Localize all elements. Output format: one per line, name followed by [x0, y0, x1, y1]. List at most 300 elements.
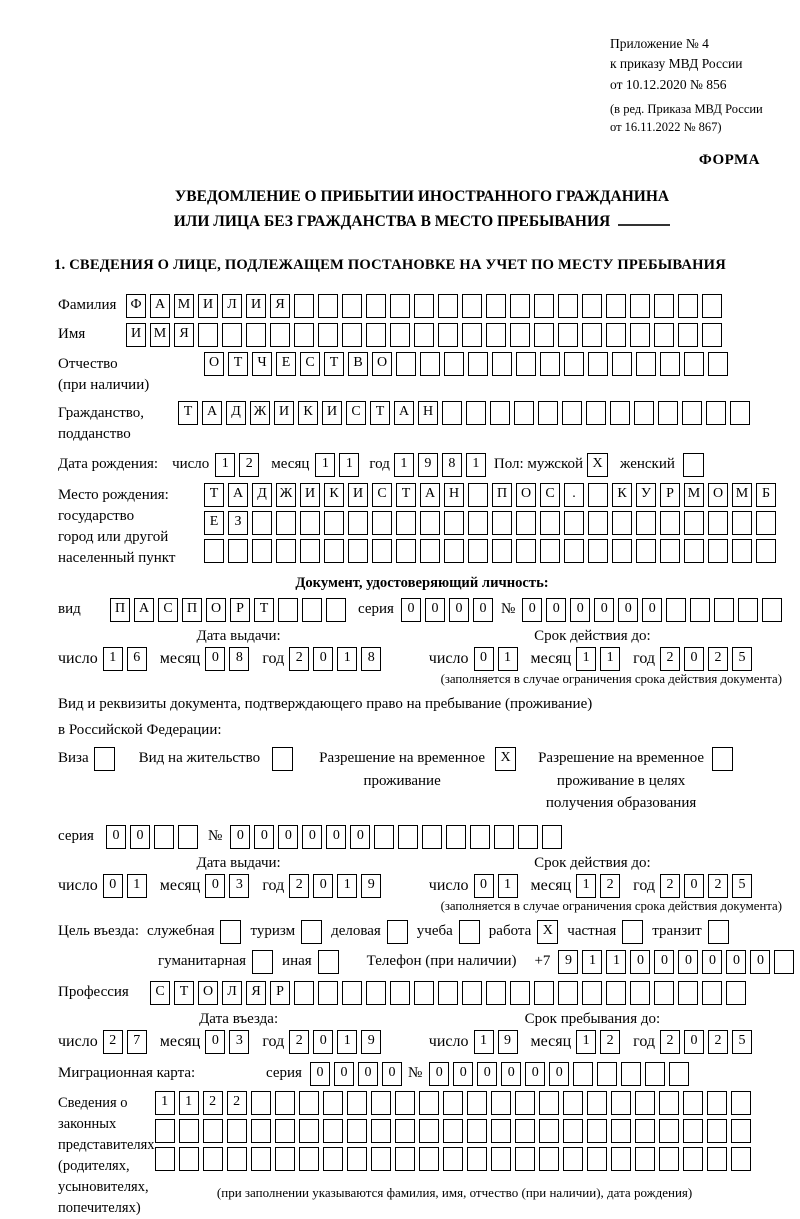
form-cell[interactable]: [395, 1119, 415, 1143]
form-cell[interactable]: [366, 323, 386, 347]
form-cell[interactable]: [462, 323, 482, 347]
form-cell[interactable]: [300, 539, 320, 563]
form-cell[interactable]: И: [126, 323, 146, 347]
form-cell[interactable]: М: [684, 483, 704, 507]
form-cell[interactable]: Е: [276, 352, 296, 376]
form-cell[interactable]: [756, 539, 776, 563]
form-cell[interactable]: 2: [660, 1030, 680, 1054]
form-cell[interactable]: 0: [474, 874, 494, 898]
form-cell[interactable]: [597, 1062, 617, 1086]
form-cell[interactable]: [348, 539, 368, 563]
form-cell[interactable]: [510, 981, 530, 1005]
form-cell[interactable]: [372, 539, 392, 563]
form-cell[interactable]: [227, 1147, 247, 1171]
form-cell[interactable]: 0: [594, 598, 614, 622]
form-cell[interactable]: О: [372, 352, 392, 376]
form-cell[interactable]: М: [150, 323, 170, 347]
form-cell[interactable]: [444, 352, 464, 376]
form-cell[interactable]: 1: [498, 647, 518, 671]
humanitarian-checkbox[interactable]: [252, 950, 273, 974]
form-cell[interactable]: [726, 981, 746, 1005]
form-cell[interactable]: [228, 539, 248, 563]
form-cell[interactable]: 0: [230, 825, 250, 849]
form-cell[interactable]: 2: [708, 647, 728, 671]
form-cell[interactable]: [438, 981, 458, 1005]
form-cell[interactable]: [669, 1062, 689, 1086]
form-cell[interactable]: [540, 352, 560, 376]
form-cell[interactable]: [178, 825, 198, 849]
form-cell[interactable]: [438, 294, 458, 318]
form-cell[interactable]: А: [134, 598, 154, 622]
form-cell[interactable]: А: [420, 483, 440, 507]
study-checkbox[interactable]: [459, 920, 480, 944]
visa-checkbox[interactable]: [94, 747, 115, 771]
form-cell[interactable]: П: [492, 483, 512, 507]
form-cell[interactable]: О: [708, 483, 728, 507]
form-cell[interactable]: П: [110, 598, 130, 622]
form-cell[interactable]: [347, 1091, 367, 1115]
form-cell[interactable]: Т: [204, 483, 224, 507]
form-cell[interactable]: С: [150, 981, 170, 1005]
form-cell[interactable]: 1: [179, 1091, 199, 1115]
form-cell[interactable]: [702, 981, 722, 1005]
form-cell[interactable]: [582, 294, 602, 318]
form-cell[interactable]: 5: [732, 647, 752, 671]
form-cell[interactable]: 0: [453, 1062, 473, 1086]
form-cell[interactable]: [299, 1147, 319, 1171]
form-cell[interactable]: [491, 1147, 511, 1171]
form-cell[interactable]: 1: [155, 1091, 175, 1115]
form-cell[interactable]: Т: [254, 598, 274, 622]
form-cell[interactable]: [516, 511, 536, 535]
form-cell[interactable]: [323, 1091, 343, 1115]
work-checkbox[interactable]: X: [537, 920, 558, 944]
form-cell[interactable]: [660, 352, 680, 376]
form-cell[interactable]: [486, 294, 506, 318]
form-cell[interactable]: [762, 598, 782, 622]
form-cell[interactable]: [251, 1091, 271, 1115]
form-cell[interactable]: [611, 1119, 631, 1143]
form-cell[interactable]: [708, 539, 728, 563]
form-cell[interactable]: 0: [278, 825, 298, 849]
form-cell[interactable]: Л: [222, 294, 242, 318]
form-cell[interactable]: 0: [630, 950, 650, 974]
form-cell[interactable]: [324, 511, 344, 535]
form-cell[interactable]: В: [348, 352, 368, 376]
form-cell[interactable]: Ж: [250, 401, 270, 425]
form-cell[interactable]: 1: [215, 453, 235, 477]
form-cell[interactable]: [563, 1091, 583, 1115]
form-cell[interactable]: [374, 825, 394, 849]
form-cell[interactable]: 0: [302, 825, 322, 849]
form-cell[interactable]: У: [636, 483, 656, 507]
form-cell[interactable]: Р: [270, 981, 290, 1005]
form-cell[interactable]: 0: [425, 598, 445, 622]
form-cell[interactable]: [444, 511, 464, 535]
form-cell[interactable]: И: [274, 401, 294, 425]
form-cell[interactable]: [390, 323, 410, 347]
form-cell[interactable]: Т: [178, 401, 198, 425]
form-cell[interactable]: 8: [229, 647, 249, 671]
form-cell[interactable]: [635, 1147, 655, 1171]
form-cell[interactable]: [467, 1091, 487, 1115]
form-cell[interactable]: [414, 294, 434, 318]
form-cell[interactable]: [443, 1147, 463, 1171]
form-cell[interactable]: [342, 981, 362, 1005]
private-checkbox[interactable]: [622, 920, 643, 944]
form-cell[interactable]: [347, 1119, 367, 1143]
form-cell[interactable]: [630, 294, 650, 318]
form-cell[interactable]: [251, 1119, 271, 1143]
form-cell[interactable]: [371, 1119, 391, 1143]
form-cell[interactable]: 9: [361, 1030, 381, 1054]
form-cell[interactable]: Я: [270, 294, 290, 318]
form-cell[interactable]: [630, 981, 650, 1005]
form-cell[interactable]: [420, 352, 440, 376]
form-cell[interactable]: [558, 294, 578, 318]
form-cell[interactable]: С: [158, 598, 178, 622]
form-cell[interactable]: [707, 1119, 727, 1143]
form-cell[interactable]: [154, 825, 174, 849]
form-cell[interactable]: [516, 352, 536, 376]
form-cell[interactable]: [606, 294, 626, 318]
form-cell[interactable]: [610, 401, 630, 425]
form-cell[interactable]: Т: [324, 352, 344, 376]
form-cell[interactable]: К: [298, 401, 318, 425]
form-cell[interactable]: [252, 511, 272, 535]
form-cell[interactable]: [606, 323, 626, 347]
form-cell[interactable]: 1: [582, 950, 602, 974]
form-cell[interactable]: [396, 539, 416, 563]
form-cell[interactable]: 1: [576, 647, 596, 671]
form-cell[interactable]: [494, 825, 514, 849]
form-cell[interactable]: [683, 1147, 703, 1171]
form-cell[interactable]: [645, 1062, 665, 1086]
form-cell[interactable]: Я: [246, 981, 266, 1005]
form-cell[interactable]: [690, 598, 710, 622]
form-cell[interactable]: [491, 1091, 511, 1115]
form-cell[interactable]: 0: [313, 647, 333, 671]
form-cell[interactable]: [515, 1147, 535, 1171]
form-cell[interactable]: [419, 1147, 439, 1171]
form-cell[interactable]: [299, 1091, 319, 1115]
form-cell[interactable]: [706, 401, 726, 425]
form-cell[interactable]: [390, 294, 410, 318]
form-cell[interactable]: [468, 483, 488, 507]
form-cell[interactable]: [612, 352, 632, 376]
form-cell[interactable]: 2: [289, 1030, 309, 1054]
form-cell[interactable]: [422, 825, 442, 849]
form-cell[interactable]: 0: [429, 1062, 449, 1086]
form-cell[interactable]: О: [516, 483, 536, 507]
form-cell[interactable]: [658, 401, 678, 425]
form-cell[interactable]: 9: [361, 874, 381, 898]
form-cell[interactable]: [563, 1119, 583, 1143]
form-cell[interactable]: 0: [477, 1062, 497, 1086]
form-cell[interactable]: [732, 539, 752, 563]
form-cell[interactable]: 6: [127, 647, 147, 671]
form-cell[interactable]: [348, 511, 368, 535]
form-cell[interactable]: [442, 401, 462, 425]
form-cell[interactable]: [270, 323, 290, 347]
form-cell[interactable]: [678, 323, 698, 347]
form-cell[interactable]: [630, 323, 650, 347]
form-cell[interactable]: [203, 1147, 223, 1171]
form-cell[interactable]: [714, 598, 734, 622]
form-cell[interactable]: [612, 539, 632, 563]
form-cell[interactable]: Е: [204, 511, 224, 535]
form-cell[interactable]: [470, 825, 490, 849]
form-cell[interactable]: 1: [315, 453, 335, 477]
form-cell[interactable]: Т: [174, 981, 194, 1005]
form-cell[interactable]: [683, 1091, 703, 1115]
form-cell[interactable]: [490, 401, 510, 425]
form-cell[interactable]: 0: [570, 598, 590, 622]
form-cell[interactable]: 2: [600, 874, 620, 898]
form-cell[interactable]: [587, 1119, 607, 1143]
form-cell[interactable]: [396, 511, 416, 535]
form-cell[interactable]: 9: [498, 1030, 518, 1054]
form-cell[interactable]: [702, 294, 722, 318]
form-cell[interactable]: [251, 1147, 271, 1171]
form-cell[interactable]: [707, 1091, 727, 1115]
form-cell[interactable]: [203, 1119, 223, 1143]
form-cell[interactable]: [462, 981, 482, 1005]
residence-permit-checkbox[interactable]: [272, 747, 293, 771]
form-cell[interactable]: [654, 294, 674, 318]
form-cell[interactable]: Т: [370, 401, 390, 425]
form-cell[interactable]: [732, 511, 752, 535]
form-cell[interactable]: [563, 1147, 583, 1171]
form-cell[interactable]: [347, 1147, 367, 1171]
form-cell[interactable]: 2: [227, 1091, 247, 1115]
form-cell[interactable]: [486, 981, 506, 1005]
form-cell[interactable]: [738, 598, 758, 622]
form-cell[interactable]: 0: [726, 950, 746, 974]
form-cell[interactable]: 1: [498, 874, 518, 898]
form-cell[interactable]: [707, 1147, 727, 1171]
form-cell[interactable]: [371, 1147, 391, 1171]
form-cell[interactable]: 0: [642, 598, 662, 622]
form-cell[interactable]: 0: [103, 874, 123, 898]
form-cell[interactable]: [606, 981, 626, 1005]
form-cell[interactable]: [342, 294, 362, 318]
form-cell[interactable]: 0: [684, 647, 704, 671]
form-cell[interactable]: [462, 294, 482, 318]
form-cell[interactable]: М: [174, 294, 194, 318]
form-cell[interactable]: [586, 401, 606, 425]
form-cell[interactable]: [588, 352, 608, 376]
form-cell[interactable]: [612, 511, 632, 535]
form-cell[interactable]: [366, 981, 386, 1005]
form-cell[interactable]: [420, 539, 440, 563]
form-cell[interactable]: 1: [394, 453, 414, 477]
form-cell[interactable]: И: [198, 294, 218, 318]
form-cell[interactable]: [660, 539, 680, 563]
form-cell[interactable]: [275, 1119, 295, 1143]
form-cell[interactable]: Т: [228, 352, 248, 376]
form-cell[interactable]: 2: [660, 647, 680, 671]
form-cell[interactable]: [731, 1091, 751, 1115]
form-cell[interactable]: М: [732, 483, 752, 507]
form-cell[interactable]: [420, 511, 440, 535]
form-cell[interactable]: 8: [361, 647, 381, 671]
form-cell[interactable]: А: [394, 401, 414, 425]
form-cell[interactable]: [514, 401, 534, 425]
form-cell[interactable]: А: [202, 401, 222, 425]
form-cell[interactable]: 0: [310, 1062, 330, 1086]
female-checkbox[interactable]: [683, 453, 704, 477]
form-cell[interactable]: [539, 1119, 559, 1143]
tourism-checkbox[interactable]: [301, 920, 322, 944]
form-cell[interactable]: [558, 323, 578, 347]
form-cell[interactable]: [587, 1091, 607, 1115]
form-cell[interactable]: [588, 511, 608, 535]
form-cell[interactable]: 0: [205, 874, 225, 898]
form-cell[interactable]: 0: [254, 825, 274, 849]
form-cell[interactable]: Р: [230, 598, 250, 622]
form-cell[interactable]: [398, 825, 418, 849]
form-cell[interactable]: [515, 1091, 535, 1115]
form-cell[interactable]: [534, 294, 554, 318]
form-cell[interactable]: [318, 323, 338, 347]
form-cell[interactable]: Я: [174, 323, 194, 347]
form-cell[interactable]: 1: [466, 453, 486, 477]
business-checkbox[interactable]: [387, 920, 408, 944]
form-cell[interactable]: И: [348, 483, 368, 507]
other-checkbox[interactable]: [318, 950, 339, 974]
form-cell[interactable]: [300, 511, 320, 535]
form-cell[interactable]: [611, 1091, 631, 1115]
form-cell[interactable]: 0: [750, 950, 770, 974]
form-cell[interactable]: 1: [337, 647, 357, 671]
form-cell[interactable]: [636, 511, 656, 535]
form-cell[interactable]: [636, 352, 656, 376]
form-cell[interactable]: [443, 1119, 463, 1143]
form-cell[interactable]: 0: [474, 647, 494, 671]
form-cell[interactable]: [366, 294, 386, 318]
form-cell[interactable]: 0: [525, 1062, 545, 1086]
form-cell[interactable]: 2: [289, 874, 309, 898]
form-cell[interactable]: 0: [106, 825, 126, 849]
form-cell[interactable]: [468, 511, 488, 535]
form-cell[interactable]: [582, 323, 602, 347]
form-cell[interactable]: Т: [396, 483, 416, 507]
form-cell[interactable]: И: [300, 483, 320, 507]
form-cell[interactable]: [564, 539, 584, 563]
form-cell[interactable]: [573, 1062, 593, 1086]
form-cell[interactable]: [588, 539, 608, 563]
form-cell[interactable]: Д: [252, 483, 272, 507]
form-cell[interactable]: [438, 323, 458, 347]
form-cell[interactable]: [155, 1119, 175, 1143]
form-cell[interactable]: 0: [501, 1062, 521, 1086]
form-cell[interactable]: [467, 1119, 487, 1143]
form-cell[interactable]: 0: [522, 598, 542, 622]
form-cell[interactable]: [702, 323, 722, 347]
form-cell[interactable]: [302, 598, 322, 622]
form-cell[interactable]: [467, 1147, 487, 1171]
form-cell[interactable]: [492, 352, 512, 376]
form-cell[interactable]: 2: [708, 1030, 728, 1054]
form-cell[interactable]: [515, 1119, 535, 1143]
form-cell[interactable]: [654, 323, 674, 347]
form-cell[interactable]: [468, 539, 488, 563]
form-cell[interactable]: 9: [558, 950, 578, 974]
form-cell[interactable]: [252, 539, 272, 563]
form-cell[interactable]: 0: [618, 598, 638, 622]
form-cell[interactable]: [390, 981, 410, 1005]
form-cell[interactable]: [659, 1147, 679, 1171]
form-cell[interactable]: [491, 1119, 511, 1143]
form-cell[interactable]: [323, 1147, 343, 1171]
male-checkbox[interactable]: X: [587, 453, 608, 477]
form-cell[interactable]: Ч: [252, 352, 272, 376]
form-cell[interactable]: [587, 1147, 607, 1171]
form-cell[interactable]: [444, 539, 464, 563]
form-cell[interactable]: [539, 1147, 559, 1171]
form-cell[interactable]: 3: [229, 874, 249, 898]
form-cell[interactable]: 5: [732, 874, 752, 898]
form-cell[interactable]: О: [198, 981, 218, 1005]
form-cell[interactable]: [540, 511, 560, 535]
form-cell[interactable]: 0: [358, 1062, 378, 1086]
form-cell[interactable]: 1: [103, 647, 123, 671]
form-cell[interactable]: [534, 323, 554, 347]
form-cell[interactable]: 0: [334, 1062, 354, 1086]
form-cell[interactable]: 2: [203, 1091, 223, 1115]
form-cell[interactable]: Ф: [126, 294, 146, 318]
form-cell[interactable]: 0: [549, 1062, 569, 1086]
form-cell[interactable]: [654, 981, 674, 1005]
form-cell[interactable]: [678, 981, 698, 1005]
form-cell[interactable]: [635, 1119, 655, 1143]
form-cell[interactable]: [708, 511, 728, 535]
form-cell[interactable]: [510, 294, 530, 318]
form-cell[interactable]: [466, 401, 486, 425]
form-cell[interactable]: [278, 598, 298, 622]
form-cell[interactable]: [179, 1119, 199, 1143]
form-cell[interactable]: 1: [576, 1030, 596, 1054]
form-cell[interactable]: С: [300, 352, 320, 376]
form-cell[interactable]: 3: [229, 1030, 249, 1054]
form-cell[interactable]: [419, 1091, 439, 1115]
form-cell[interactable]: 0: [350, 825, 370, 849]
form-cell[interactable]: [204, 539, 224, 563]
form-cell[interactable]: С: [540, 483, 560, 507]
form-cell[interactable]: А: [228, 483, 248, 507]
form-cell[interactable]: [684, 539, 704, 563]
form-cell[interactable]: [659, 1091, 679, 1115]
form-cell[interactable]: Н: [418, 401, 438, 425]
form-cell[interactable]: О: [204, 352, 224, 376]
form-cell[interactable]: [582, 981, 602, 1005]
form-cell[interactable]: [318, 294, 338, 318]
form-cell[interactable]: [635, 1091, 655, 1115]
form-cell[interactable]: [492, 539, 512, 563]
form-cell[interactable]: [684, 352, 704, 376]
form-cell[interactable]: [275, 1147, 295, 1171]
form-cell[interactable]: [276, 539, 296, 563]
form-cell[interactable]: [539, 1091, 559, 1115]
form-cell[interactable]: [443, 1091, 463, 1115]
form-cell[interactable]: 0: [473, 598, 493, 622]
form-cell[interactable]: 1: [337, 874, 357, 898]
form-cell[interactable]: 2: [708, 874, 728, 898]
form-cell[interactable]: 0: [313, 874, 333, 898]
form-cell[interactable]: [294, 294, 314, 318]
form-cell[interactable]: [682, 401, 702, 425]
